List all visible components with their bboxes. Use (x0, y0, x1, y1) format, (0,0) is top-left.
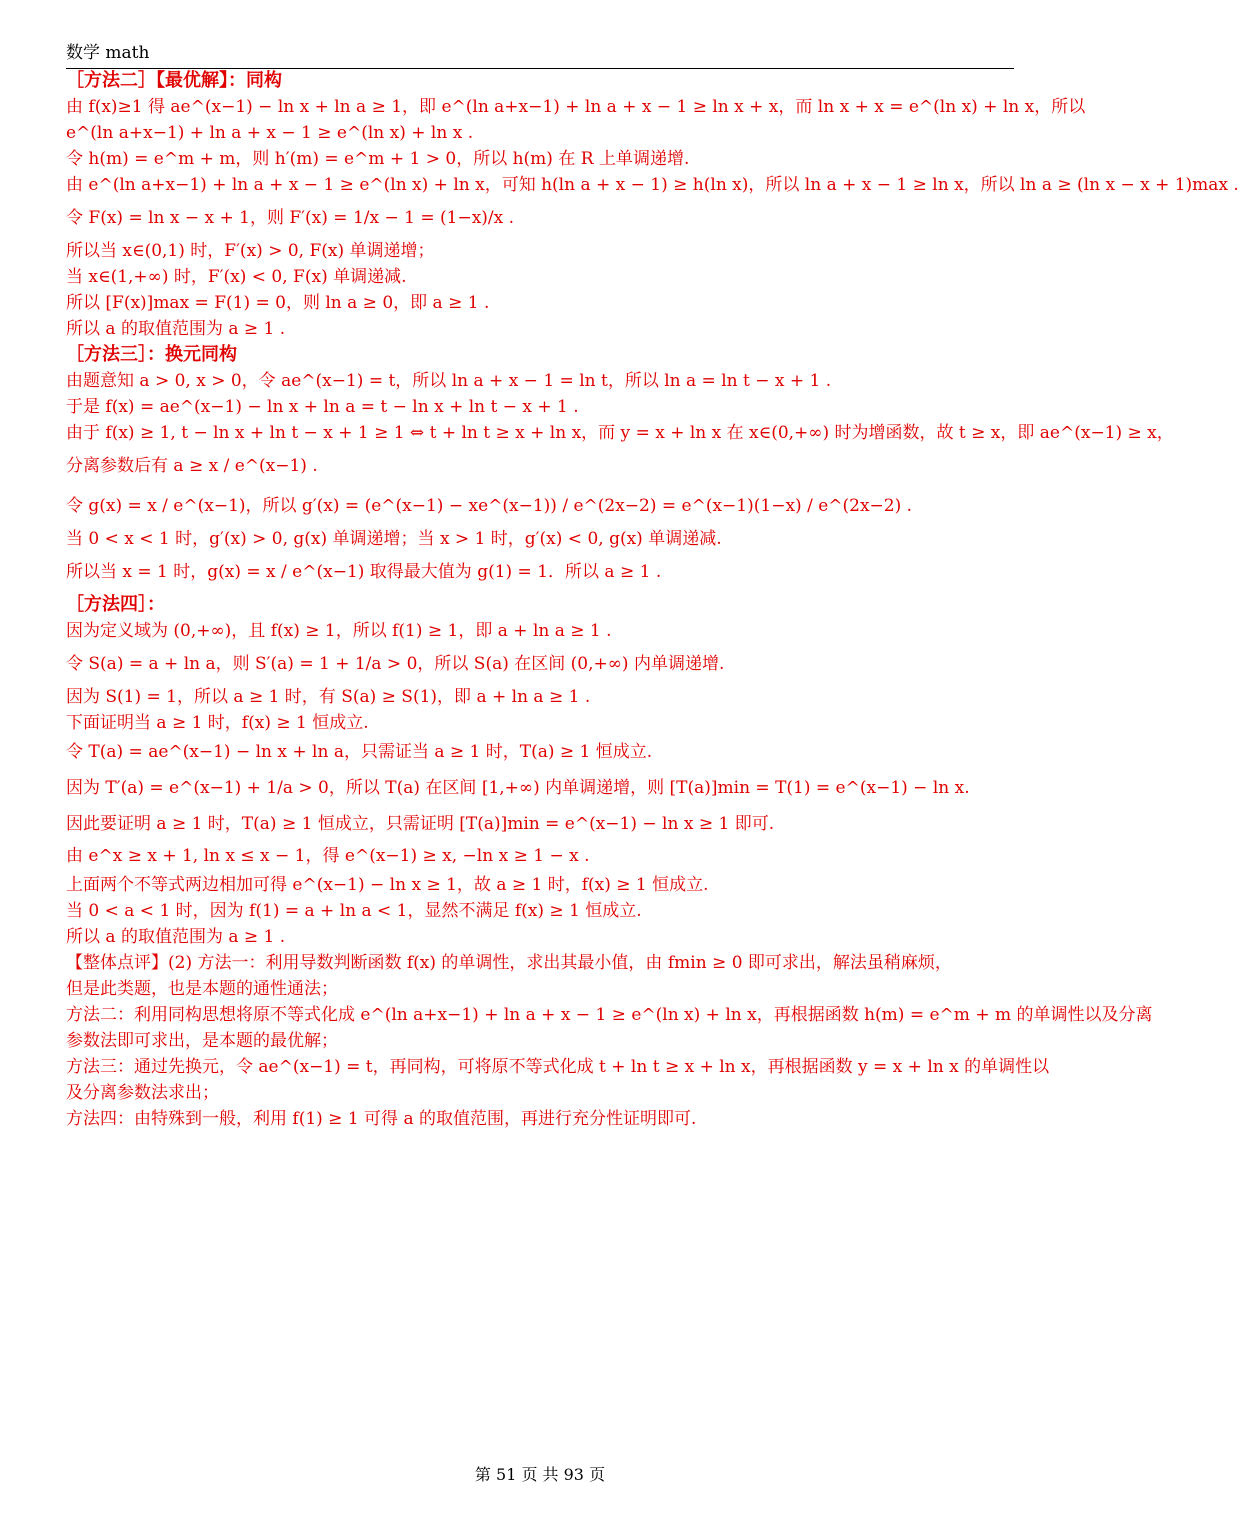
solution-line: 方法三：通过先换元，令 ae^(x−1) = t，再同构，可将原不等式化成 t + ln t ≥ x + ln x，再根据函数 y = x + ln x 的单调性以 (66, 1057, 1050, 1077)
solution-line: 方法四：由特殊到一般，利用 f(1) ≥ 1 可得 a 的取值范围，再进行充分性证明即可. (66, 1109, 697, 1129)
solution-line: 于是 f(x) = ae^(x−1) − ln x + ln a = t − ln x + ln t − x + 1 . (66, 397, 579, 417)
page-footer (0, 1462, 1080, 1485)
header-title: 数学 math (66, 43, 150, 63)
solution-line: 由 e^x ≥ x + 1, ln x ≤ x − 1，得 e^(x−1) ≥ x, −ln x ≥ 1 − x . (66, 846, 590, 866)
solution-line: 由 f(x)≥1 得 ae^(x−1) − ln x + ln a ≥ 1，即 e^(ln a+x−1) + ln a + x − 1 ≥ ln x + x，而 ln x + x = e^(ln x) + ln x，所以 (66, 97, 1086, 117)
solution-body (66, 68, 1239, 1132)
method-heading: ［方法四］： (66, 594, 165, 615)
method-heading: ［方法二］【最优解】：同构 (66, 70, 282, 91)
solution-line: 所以当 x = 1 时，g(x) = x / e^(x−1) 取得最大值为 g(1) = 1．所以 a ≥ 1 . (66, 562, 662, 582)
solution-line: 所以 a 的取值范围为 a ≥ 1 . (66, 927, 286, 947)
page-number: 第 51 页 共 93 页 (474, 1465, 606, 1484)
page-header (66, 40, 1014, 69)
solution-line: 令 T(a) = ae^(x−1) − ln x + ln a，只需证当 a ≥ 1 时，T(a) ≥ 1 恒成立. (66, 742, 653, 762)
solution-line: 【整体点评】(2) 方法一：利用导数判断函数 f(x) 的单调性，求出其最小值，由 fmin ≥ 0 即可求出，解法虽稍麻烦， (66, 953, 952, 973)
solution-line: 及分离参数法求出； (66, 1083, 219, 1103)
solution-line: 当 x∈(1,+∞) 时，F′(x) < 0, F(x) 单调递减. (66, 267, 407, 287)
solution-line: 上面两个不等式两边相加可得 e^(x−1) − ln x ≥ 1，故 a ≥ 1 时，f(x) ≥ 1 恒成立. (66, 875, 709, 895)
solution-line: 所以 a 的取值范围为 a ≥ 1 . (66, 319, 286, 339)
solution-line: 由于 f(x) ≥ 1, t − ln x + ln t − x + 1 ≥ 1 ⇔ t + ln t ≥ x + ln x，而 y = x + ln x 在 x∈(0,+∞) 时为增函数，故 t ≥ x，即 ae^(x−1) ≥ x， (66, 423, 1174, 443)
solution-line: 下面证明当 a ≥ 1 时，f(x) ≥ 1 恒成立. (66, 713, 369, 733)
solution-line: 令 h(m) = e^m + m，则 h′(m) = e^m + 1 > 0，所以 h(m) 在 R 上单调递增. (66, 149, 690, 169)
solution-line: 因为定义域为 (0,+∞)，且 f(x) ≥ 1，所以 f(1) ≥ 1，即 a + ln a ≥ 1 . (66, 621, 612, 641)
solution-line: 当 0 < a < 1 时，因为 f(1) = a + ln a < 1，显然不满足 f(x) ≥ 1 恒成立. (66, 901, 642, 921)
method-heading: ［方法三］：换元同构 (66, 344, 237, 365)
solution-line: 当 0 < x < 1 时，g′(x) > 0, g(x) 单调递增；当 x > 1 时，g′(x) < 0, g(x) 单调递减. (66, 529, 722, 549)
solution-line: 分离参数后有 a ≥ x / e^(x−1) . (66, 456, 318, 476)
solution-line: 令 g(x) = x / e^(x−1)，所以 g′(x) = (e^(x−1) − xe^(x−1)) / e^(2x−2) = e^(x−1)(1−x) / e^(2x−2) . (66, 496, 913, 516)
solution-line: 因为 T′(a) = e^(x−1) + 1/a > 0，所以 T(a) 在区间 [1,+∞) 内单调递增，则 [T(a)]min = T(1) = e^(x−1) − ln x. (66, 778, 970, 798)
solution-line: 参数法即可求出，是本题的最优解； (66, 1031, 338, 1051)
solution-line: 方法二：利用同构思想将原不等式化成 e^(ln a+x−1) + ln a + x − 1 ≥ e^(ln x) + ln x，再根据函数 h(m) = e^m + m 的单调性以及分离 (66, 1005, 1153, 1025)
solution-line: 令 S(a) = a + ln a，则 S′(a) = 1 + 1/a > 0，所以 S(a) 在区间 (0,+∞) 内单调递增. (66, 654, 725, 674)
solution-line: 因为 S(1) = 1，所以 a ≥ 1 时，有 S(a) ≥ S(1)，即 a + ln a ≥ 1 . (66, 687, 591, 707)
solution-line: 所以当 x∈(0,1) 时，F′(x) > 0, F(x) 单调递增； (66, 241, 435, 261)
solution-line: 所以 [F(x)]max = F(1) = 0，则 ln a ≥ 0，即 a ≥ 1 . (66, 293, 490, 313)
solution-line: 由 e^(ln a+x−1) + ln a + x − 1 ≥ e^(ln x) + ln x，可知 h(ln a + x − 1) ≥ h(ln x)，所以 ln a + x − 1 ≥ ln x，所以 ln a ≥ (ln x − x + 1)max . (66, 175, 1239, 195)
solution-line: 由题意知 a > 0, x > 0，令 ae^(x−1) = t，所以 ln a + x − 1 = ln t，所以 ln a = ln t − x + 1 . (66, 371, 832, 391)
solution-line: 因此要证明 a ≥ 1 时，T(a) ≥ 1 恒成立，只需证明 [T(a)]min = e^(x−1) − ln x ≥ 1 即可. (66, 814, 775, 834)
solution-line: e^(ln a+x−1) + ln a + x − 1 ≥ e^(ln x) + ln x . (66, 123, 474, 143)
solution-line: 令 F(x) = ln x − x + 1，则 F′(x) = 1/x − 1 = (1−x)/x . (66, 208, 515, 228)
solution-line: 但是此类题，也是本题的通性通法； (66, 979, 338, 999)
